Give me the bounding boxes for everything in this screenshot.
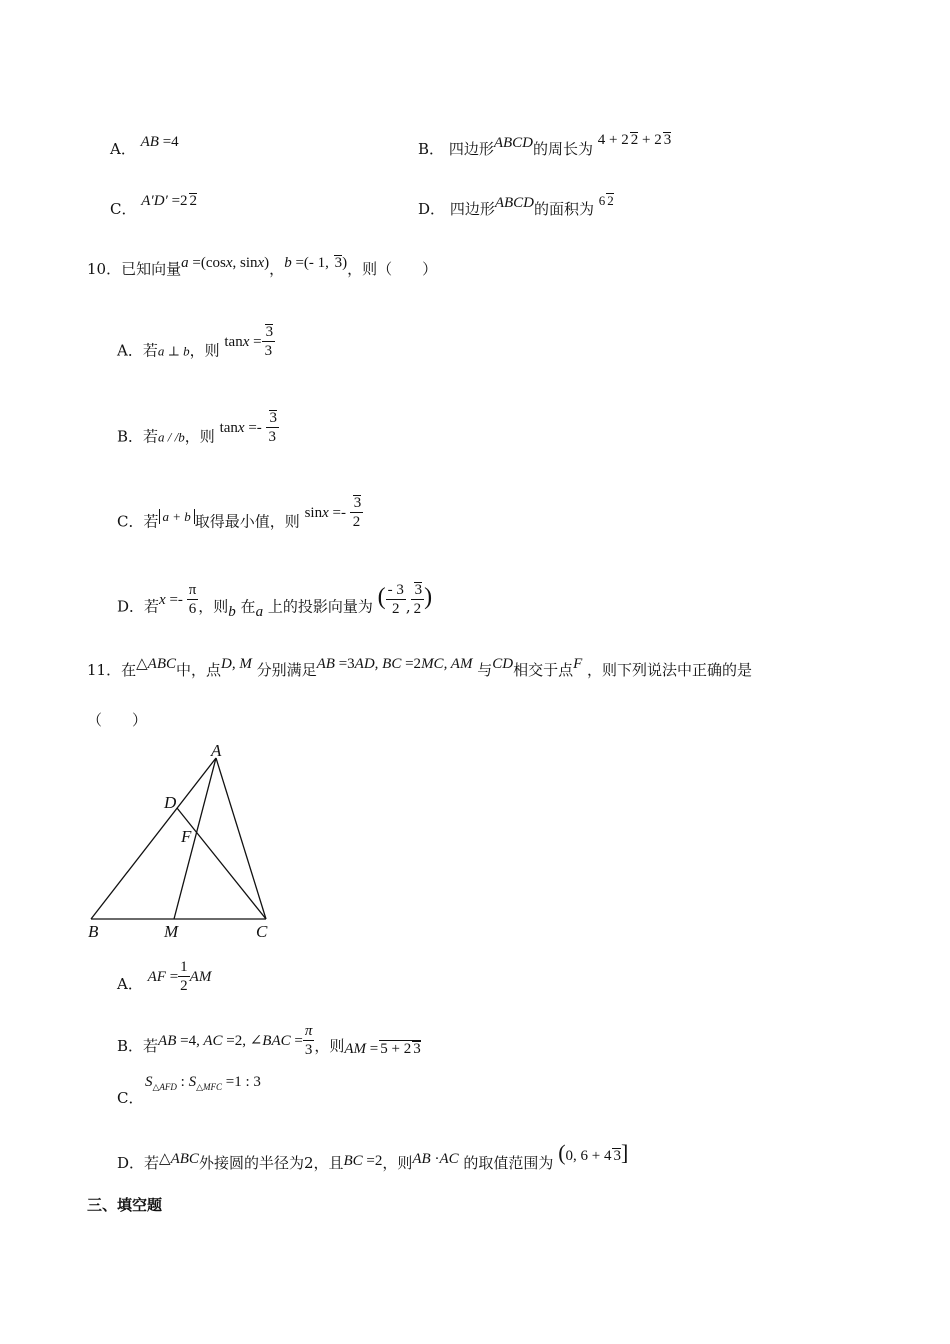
q10-stem: 10．已知向量a =(cosx, sinx)，b =(- 1, 3)，则（ ） (87, 255, 438, 278)
fraction: $\frac{3}{2}$ (350, 495, 364, 530)
segment-ac (216, 758, 266, 919)
option-label: A． (117, 975, 143, 993)
option-label: A． (110, 140, 136, 158)
option-label: D． (418, 200, 446, 218)
q10-option-c: C．若 a + b 取得最小值，则 sinx =- $\frac{3}{2}$ (117, 495, 362, 531)
option-label: D． (117, 597, 145, 616)
text: 的周长为 (533, 140, 594, 158)
math-expr: sinx =- (304, 504, 350, 521)
label-f: F (181, 827, 192, 846)
label-a: A (211, 741, 222, 760)
math-vector: ( (377, 583, 386, 610)
option-label: B． (418, 140, 445, 158)
q11-stem: 11．在△ABC中，点D, M 分别满足AB =3AD, BC =2MC, AM 与CD相交于点F ，则下列说法中正确的是 (87, 656, 753, 679)
fraction: $\frac{3}{3}$ (262, 324, 276, 359)
q11-option-d: D．若△ABC外接圆的半径为2，且BC =2，则AB ·AC 的取值范围为 (0, 6 + 4 3] (117, 1140, 629, 1172)
label-c: C (256, 922, 268, 941)
option-label: B． (117, 427, 144, 446)
option-label: C． (117, 1089, 144, 1107)
math-var: ABCD (494, 195, 534, 211)
label-m: M (164, 922, 179, 941)
math-var: ABCD (493, 135, 533, 151)
q9-option-b (418, 132, 672, 158)
q9-option-a (110, 134, 179, 158)
math-expr: tanx =- (219, 419, 266, 436)
q11-paren: （ ） (87, 711, 148, 729)
text: 已知向量 (121, 260, 182, 278)
vector-a: a =(cosx, sinx) (181, 255, 270, 271)
math-expr: A′D′ =2 2 (141, 193, 198, 209)
label-d: D (164, 793, 177, 812)
math-value: 6 2 (598, 193, 614, 208)
text: ，则（ ） (347, 260, 438, 278)
q10-option-d: D．若x =- $\frac{\pi}{6}$ ，则b 在a 上的投影向量为 ( $\frac{- 3}{2}$ , $\frac{3}{2}$ ) (117, 581, 433, 620)
q9-option-c (110, 193, 198, 218)
q10-option-a: A．若a ⊥ b，则 tanx = $\frac{3}{3}$ (117, 324, 274, 360)
question-number: 10． (87, 260, 122, 278)
label-b: B (88, 922, 99, 941)
q11-option-b: B．若AB =4, AC =2, ∠BAC = $\frac{\pi}{3}$ ，则AM = 5 + 2 3 (117, 1023, 421, 1058)
segment-ab (91, 758, 216, 919)
option-label: C． (110, 200, 137, 218)
segment-cd (177, 808, 266, 919)
q10-option-b: B．若a / /b，则 tanx =- $\frac{3}{3}$ (117, 410, 278, 446)
text: 的面积为 (534, 200, 595, 218)
q11-option-a: A． AF = $\frac{1}{2}$ AM (117, 959, 212, 994)
math-expr: tanx = (224, 333, 262, 350)
section-title: 三、填空题 (87, 1196, 163, 1214)
q11-option-c: $S_{\triangle AFD}$ : $S_{\triangle MFC} =1$ : 3 C． (117, 1074, 261, 1107)
text: 四边形 (449, 200, 495, 218)
fraction: $\frac{3}{3}$ (266, 410, 280, 445)
math-value: 4 + 2 2 + 2 3 (597, 132, 672, 148)
text: 四边形 (448, 140, 494, 158)
math-expr: AB =4 (140, 134, 179, 150)
option-label: D． (117, 1154, 145, 1172)
q9-option-d (418, 193, 614, 218)
option-label: C． (117, 512, 144, 531)
option-label: A． (117, 341, 143, 360)
fraction: $\frac{\pi}{6}$ (188, 581, 197, 617)
vector-b: b =(- 1, 3) (284, 255, 348, 271)
option-label: B． (117, 1037, 144, 1055)
triangle-figure (80, 738, 290, 943)
question-number: 11． (87, 661, 122, 679)
